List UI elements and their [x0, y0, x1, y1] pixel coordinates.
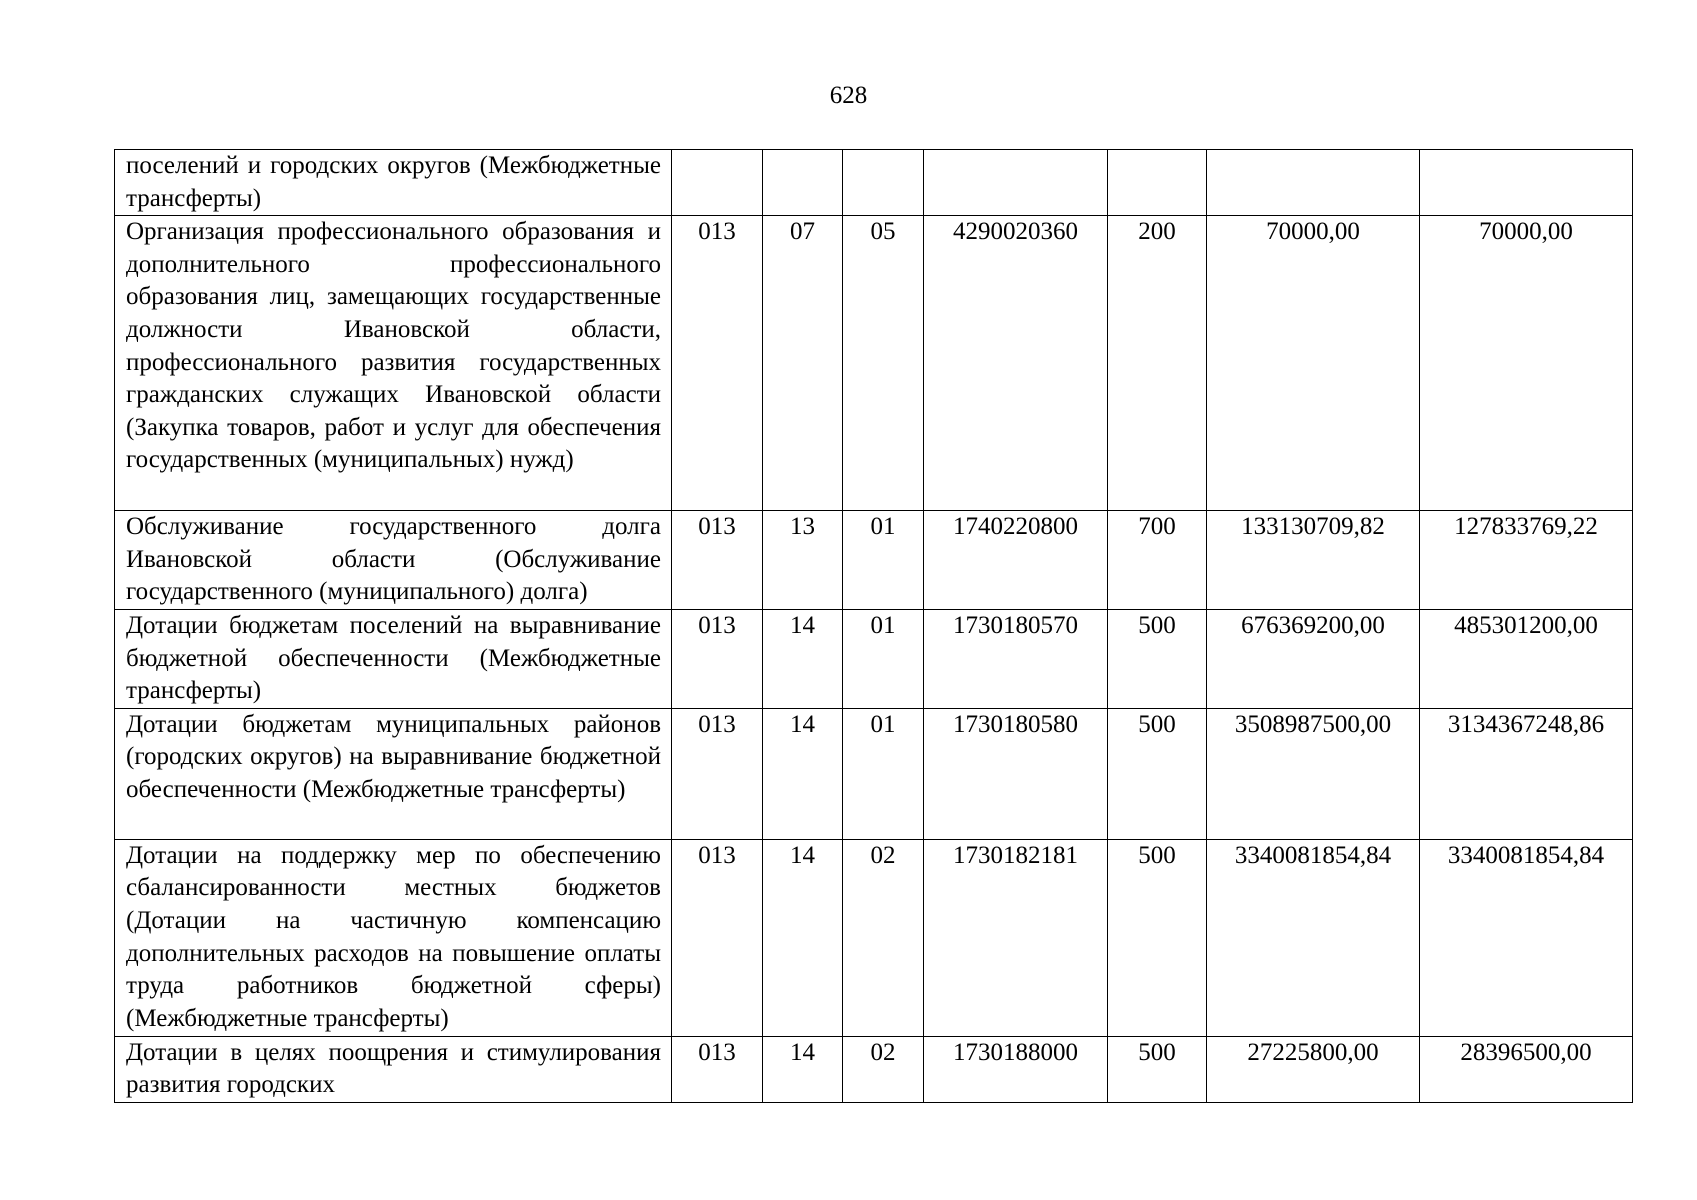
ministry-code: 013 [672, 609, 763, 708]
ministry-code: 013 [672, 511, 763, 610]
amount-year-2: 3340081854,84 [1420, 839, 1633, 1036]
amount-year-1: 3508987500,00 [1207, 708, 1420, 839]
amount-year-2 [1420, 150, 1633, 216]
target-article-code: 1740220800 [924, 511, 1108, 610]
expense-type-code [1108, 150, 1207, 216]
amount-year-2: 28396500,00 [1420, 1036, 1633, 1102]
table-row [115, 216, 1633, 511]
table-row [115, 839, 1633, 1036]
subsection-code: 01 [843, 708, 924, 839]
row-description: поселений и городских округов (Межбюджетные трансферты) [115, 150, 672, 216]
row-description: Организация профессионального образования и дополнительного профессионального образования лиц, замещающих государственные должности Ивановской области, профессионального развития государственных гражданских служащих Ивановской области (Закупка товаров, работ и услуг для обеспечения государственных (муниципальных) нужд) [115, 216, 672, 511]
row-description: Дотации бюджетам поселений на выравнивание бюджетной обеспеченности (Межбюджетные трансферты) [115, 609, 672, 708]
amount-year-1: 3340081854,84 [1207, 839, 1420, 1036]
table-row [115, 708, 1633, 839]
amount-year-2: 3134367248,86 [1420, 708, 1633, 839]
target-article-code [924, 150, 1108, 216]
ministry-code: 013 [672, 216, 763, 511]
row-description: Дотации бюджетам муниципальных районов (городских округов) на выравнивание бюджетной обеспеченности (Межбюджетные трансферты) [115, 708, 672, 839]
amount-year-1: 27225800,00 [1207, 1036, 1420, 1102]
table-row [115, 609, 1633, 708]
subsection-code: 05 [843, 216, 924, 511]
section-code: 13 [763, 511, 843, 610]
amount-year-1: 133130709,82 [1207, 511, 1420, 610]
subsection-code: 01 [843, 609, 924, 708]
section-code: 14 [763, 839, 843, 1036]
amount-year-1: 70000,00 [1207, 216, 1420, 511]
section-code: 14 [763, 1036, 843, 1102]
expense-type-code: 500 [1108, 839, 1207, 1036]
page-number: 628 [829, 82, 868, 109]
expense-type-code: 500 [1108, 1036, 1207, 1102]
row-description: Дотации в целях поощрения и стимулирования развития городских [115, 1036, 672, 1102]
target-article-code: 1730180580 [924, 708, 1108, 839]
target-article-code: 1730180570 [924, 609, 1108, 708]
subsection-code: 02 [843, 839, 924, 1036]
section-code [763, 150, 843, 216]
ministry-code: 013 [672, 708, 763, 839]
expense-type-code: 200 [1108, 216, 1207, 511]
expense-type-code: 500 [1108, 609, 1207, 708]
ministry-code: 013 [672, 1036, 763, 1102]
section-code: 14 [763, 609, 843, 708]
ministry-code [672, 150, 763, 216]
table-row [115, 1036, 1633, 1102]
target-article-code: 4290020360 [924, 216, 1108, 511]
amount-year-2: 485301200,00 [1420, 609, 1633, 708]
expense-type-code: 700 [1108, 511, 1207, 610]
row-description: Обслуживание государственного долга Ивановской области (Обслуживание государственного (муниципального) долга) [115, 511, 672, 610]
budget-table [114, 149, 1633, 1103]
amount-year-1 [1207, 150, 1420, 216]
amount-year-1: 676369200,00 [1207, 609, 1420, 708]
target-article-code: 1730188000 [924, 1036, 1108, 1102]
amount-year-2: 70000,00 [1420, 216, 1633, 511]
target-article-code: 1730182181 [924, 839, 1108, 1036]
subsection-code [843, 150, 924, 216]
amount-year-2: 127833769,22 [1420, 511, 1633, 610]
subsection-code: 01 [843, 511, 924, 610]
table-row [115, 150, 1633, 216]
subsection-code: 02 [843, 1036, 924, 1102]
ministry-code: 013 [672, 839, 763, 1036]
expense-type-code: 500 [1108, 708, 1207, 839]
section-code: 14 [763, 708, 843, 839]
section-code: 07 [763, 216, 843, 511]
row-description: Дотации на поддержку мер по обеспечению сбалансированности местных бюджетов (Дотации на частичную компенсацию дополнительных расходов на повышение оплаты труда работников бюджетной сферы) (Межбюджетные трансферты) [115, 839, 672, 1036]
table-row [115, 511, 1633, 610]
